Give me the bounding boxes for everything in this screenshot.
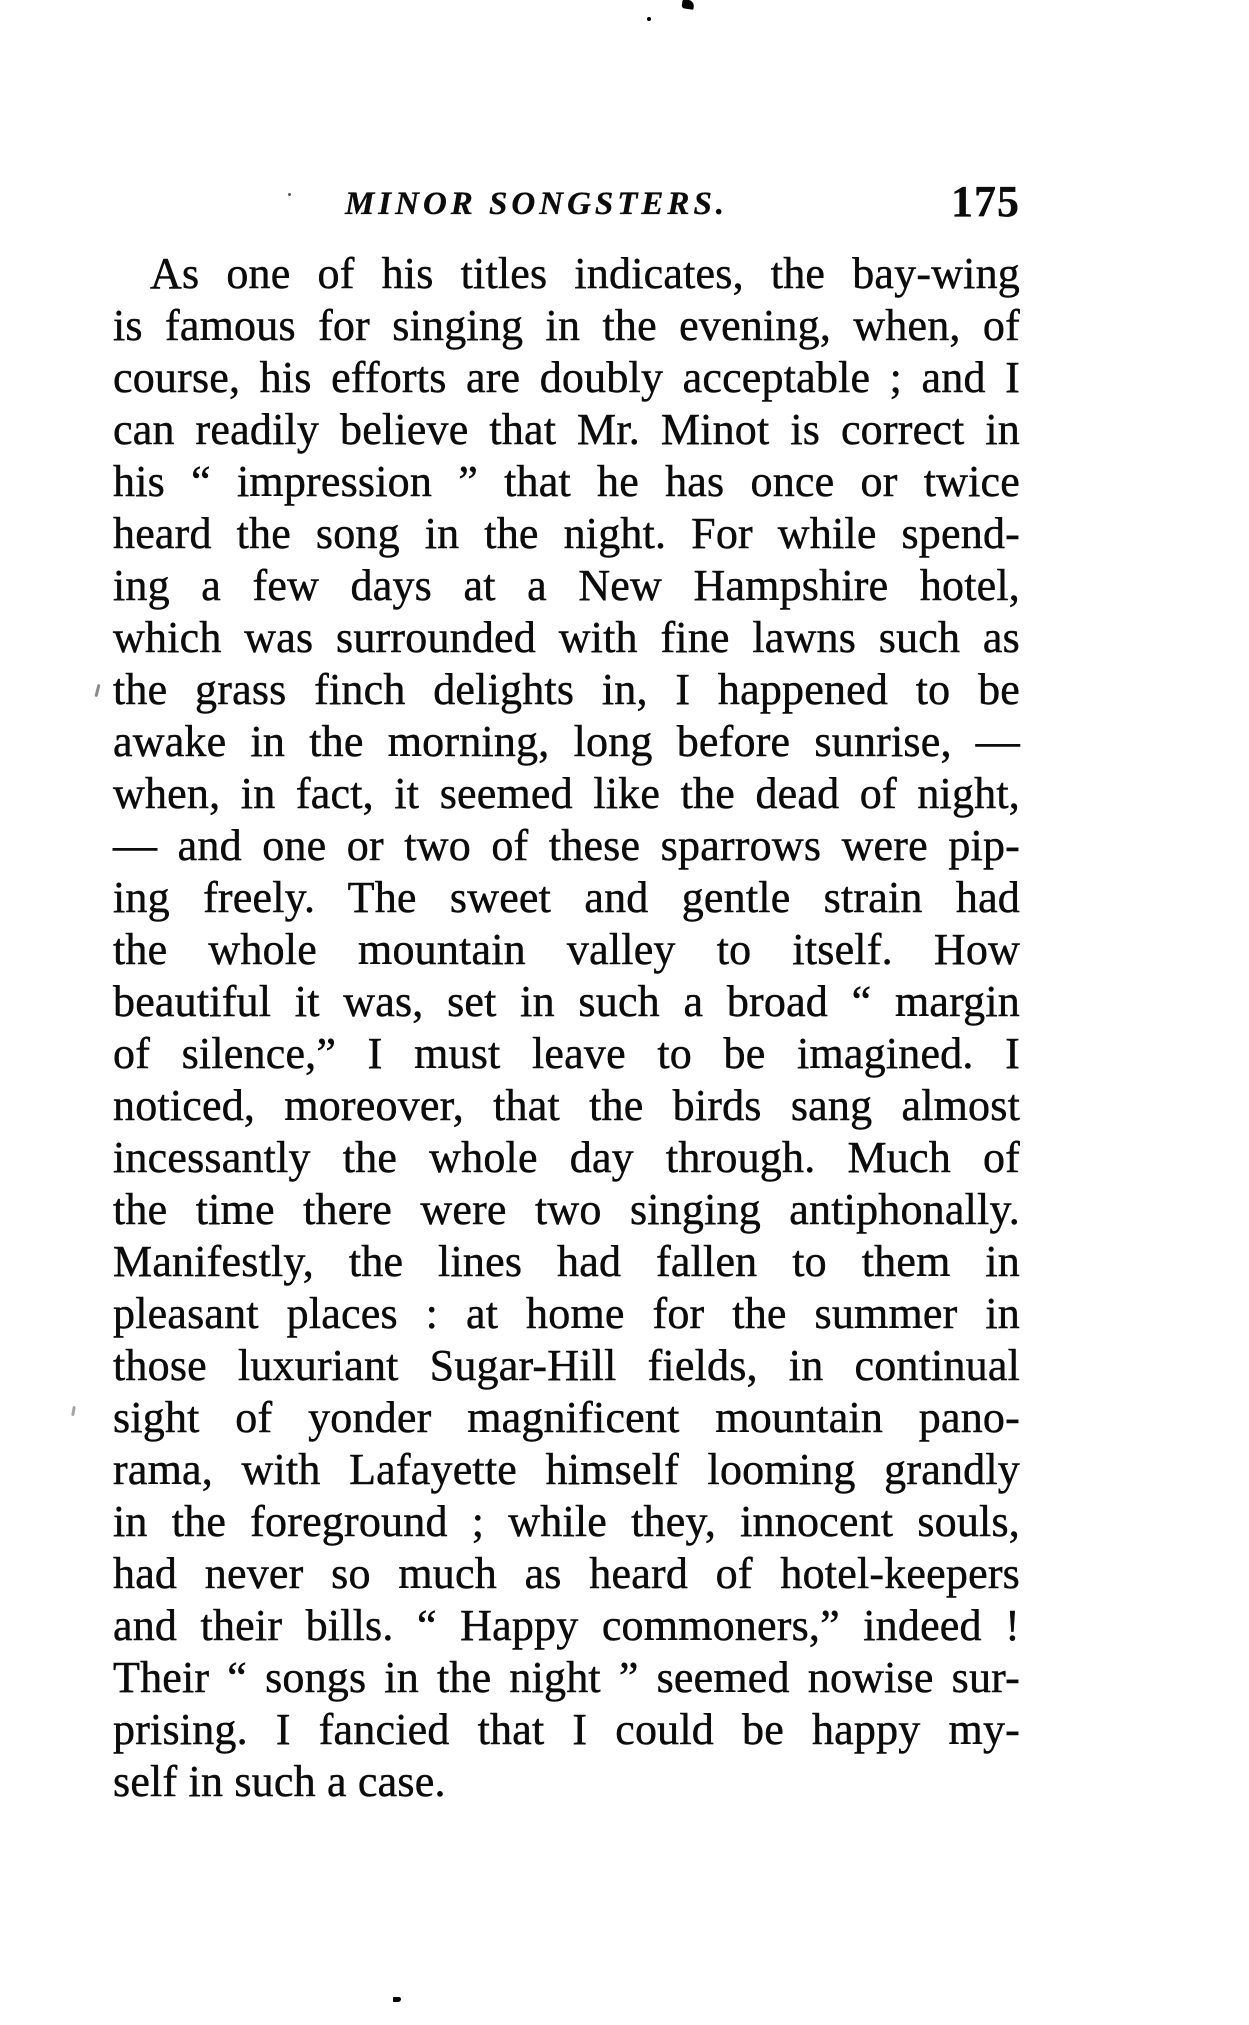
scan-artifact xyxy=(71,1406,76,1416)
text-line: in the foreground ; while they, innocent souls, xyxy=(113,1497,1020,1546)
text-line: prising. I fancied that I could be happy my- xyxy=(113,1705,1020,1754)
text-line: the whole mountain valley to itself. How xyxy=(113,925,1020,974)
scan-artifact xyxy=(94,684,100,697)
text-line: beautiful it was, set in such a broad “ margin xyxy=(113,977,1020,1026)
text-line: had never so much as heard of hotel-keepers xyxy=(113,1549,1020,1598)
text-line: awake in the morning, long before sunrise, — xyxy=(113,717,1020,766)
scan-artifact xyxy=(393,1997,401,2002)
text-line: ing freely. The sweet and gentle strain had xyxy=(113,873,1020,922)
text-line: Manifestly, the lines had fallen to them in xyxy=(113,1237,1020,1286)
scan-artifact xyxy=(647,17,651,21)
page-number: 175 xyxy=(951,177,1020,226)
text-line: and their bills. “ Happy commoners,” indeed ! xyxy=(113,1601,1020,1650)
text-line: As one of his titles indicates, the bay-wing xyxy=(150,249,1020,298)
text-line: his “ impression ” that he has once or twice xyxy=(113,457,1020,506)
scan-artifact xyxy=(681,0,694,10)
text-line: rama, with Lafayette himself looming grandly xyxy=(113,1445,1020,1494)
running-head xyxy=(113,177,1020,236)
text-line: when, in fact, it seemed like the dead of night, xyxy=(113,769,1020,818)
text-line: those luxuriant Sugar-Hill fields, in continual xyxy=(113,1341,1020,1390)
scan-artifact xyxy=(288,193,291,196)
text-line: is famous for singing in the evening, when, of xyxy=(113,301,1020,350)
text-line: self in such a case. xyxy=(113,1757,446,1806)
text-line: noticed, moreover, that the birds sang almost xyxy=(113,1081,1020,1130)
text-line: the time there were two singing antiphonally. xyxy=(113,1185,1020,1234)
text-line: can readily believe that Mr. Minot is correct in xyxy=(113,405,1020,454)
body-text xyxy=(113,248,1020,1808)
text-line: which was surrounded with fine lawns such as xyxy=(113,613,1020,662)
text-line: pleasant places : at home for the summer in xyxy=(113,1289,1020,1338)
text-line: the grass finch delights in, I happened to be xyxy=(113,665,1020,714)
text-line: of silence,” I must leave to be imagined. I xyxy=(113,1029,1020,1078)
text-line: ing a few days at a New Hampshire hotel, xyxy=(113,561,1020,610)
text-line: — and one or two of these sparrows were pip- xyxy=(113,821,1020,870)
text-line: incessantly the whole day through. Much of xyxy=(113,1133,1020,1182)
text-line: Their “ songs in the night ” seemed nowise sur- xyxy=(113,1653,1020,1702)
text-line: heard the song in the night. For while spend- xyxy=(113,509,1020,558)
text-line: sight of yonder magnificent mountain pano- xyxy=(113,1393,1020,1442)
chapter-title: MINOR SONGSTERS. xyxy=(344,186,729,222)
text-line: course, his efforts are doubly acceptable ; and I xyxy=(113,353,1020,402)
